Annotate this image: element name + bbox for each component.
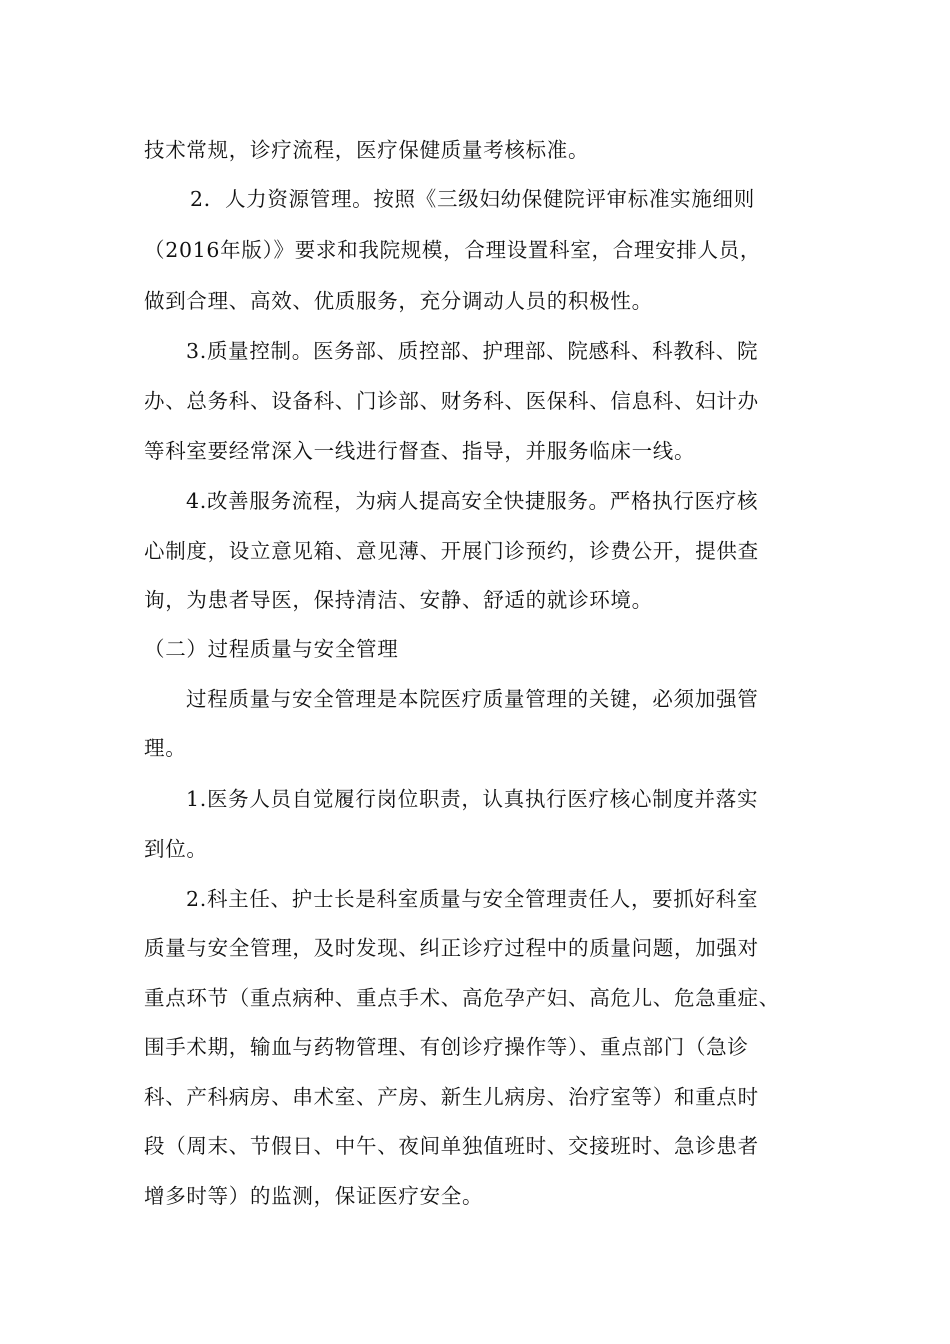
- text-line: 询，为患者导医，保持清洁、安静、舒适的就诊环境。: [144, 588, 653, 612]
- text-line: 科、产科病房、串术室、产房、新生儿病房、治疗室等）和重点时: [144, 1085, 759, 1109]
- text-line: 2.科主任、护士长是科室质量与安全管理责任人，要抓好科室: [186, 887, 759, 911]
- text-line: 重点环节（重点病种、重点手术、高危孕产妇、高危儿、危急重症、: [144, 986, 780, 1010]
- text-line: 2．人力资源管理。按照《三级妇幼保健院评审标准实施细则: [190, 187, 755, 211]
- text-line: 过程质量与安全管理是本院医疗质量管理的关键，必须加强管: [186, 687, 759, 711]
- text-line: 增多时等）的监测，保证医疗安全。: [144, 1184, 484, 1208]
- text-line: 到位。: [144, 837, 208, 861]
- text-line: 质量与安全管理，及时发现、纠正诊疗过程中的质量问题，加强对: [144, 936, 759, 960]
- text-line: （2016年版）》要求和我院规模，合理设置科室，合理安排人员，: [144, 238, 762, 262]
- text-line: 等科室要经常深入一线进行督查、指导，并服务临床一线。: [144, 439, 696, 463]
- text-line: 3.质量控制。医务部、质控部、护理部、院感科、科教科、院: [186, 339, 759, 363]
- text-line: 技术常规，诊疗流程，医疗保健质量考核标准。: [144, 138, 590, 162]
- section-heading: （二）过程质量与安全管理: [144, 637, 399, 661]
- text-line: 做到合理、高效、优质服务，充分调动人员的积极性。: [144, 289, 653, 313]
- text-line: 1.医务人员自觉履行岗位职责，认真执行医疗核心制度并落实: [186, 787, 759, 811]
- text-line: 围手术期，输血与药物管理、有创诊疗操作等）、重点部门（急诊: [144, 1035, 749, 1059]
- text-line: 理。: [144, 736, 187, 760]
- text-line: 心制度，设立意见箱、意见薄、开展门诊预约，诊费公开，提供查: [144, 539, 759, 563]
- text-line: 4.改善服务流程，为病人提高安全快捷服务。严格执行医疗核: [186, 489, 759, 513]
- text-line: 段（周末、节假日、中午、夜间单独值班时、交接班时、急诊患者: [144, 1134, 759, 1158]
- text-line: 办、总务科、设备科、门诊部、财务科、医保科、信息科、妇计办: [144, 389, 759, 413]
